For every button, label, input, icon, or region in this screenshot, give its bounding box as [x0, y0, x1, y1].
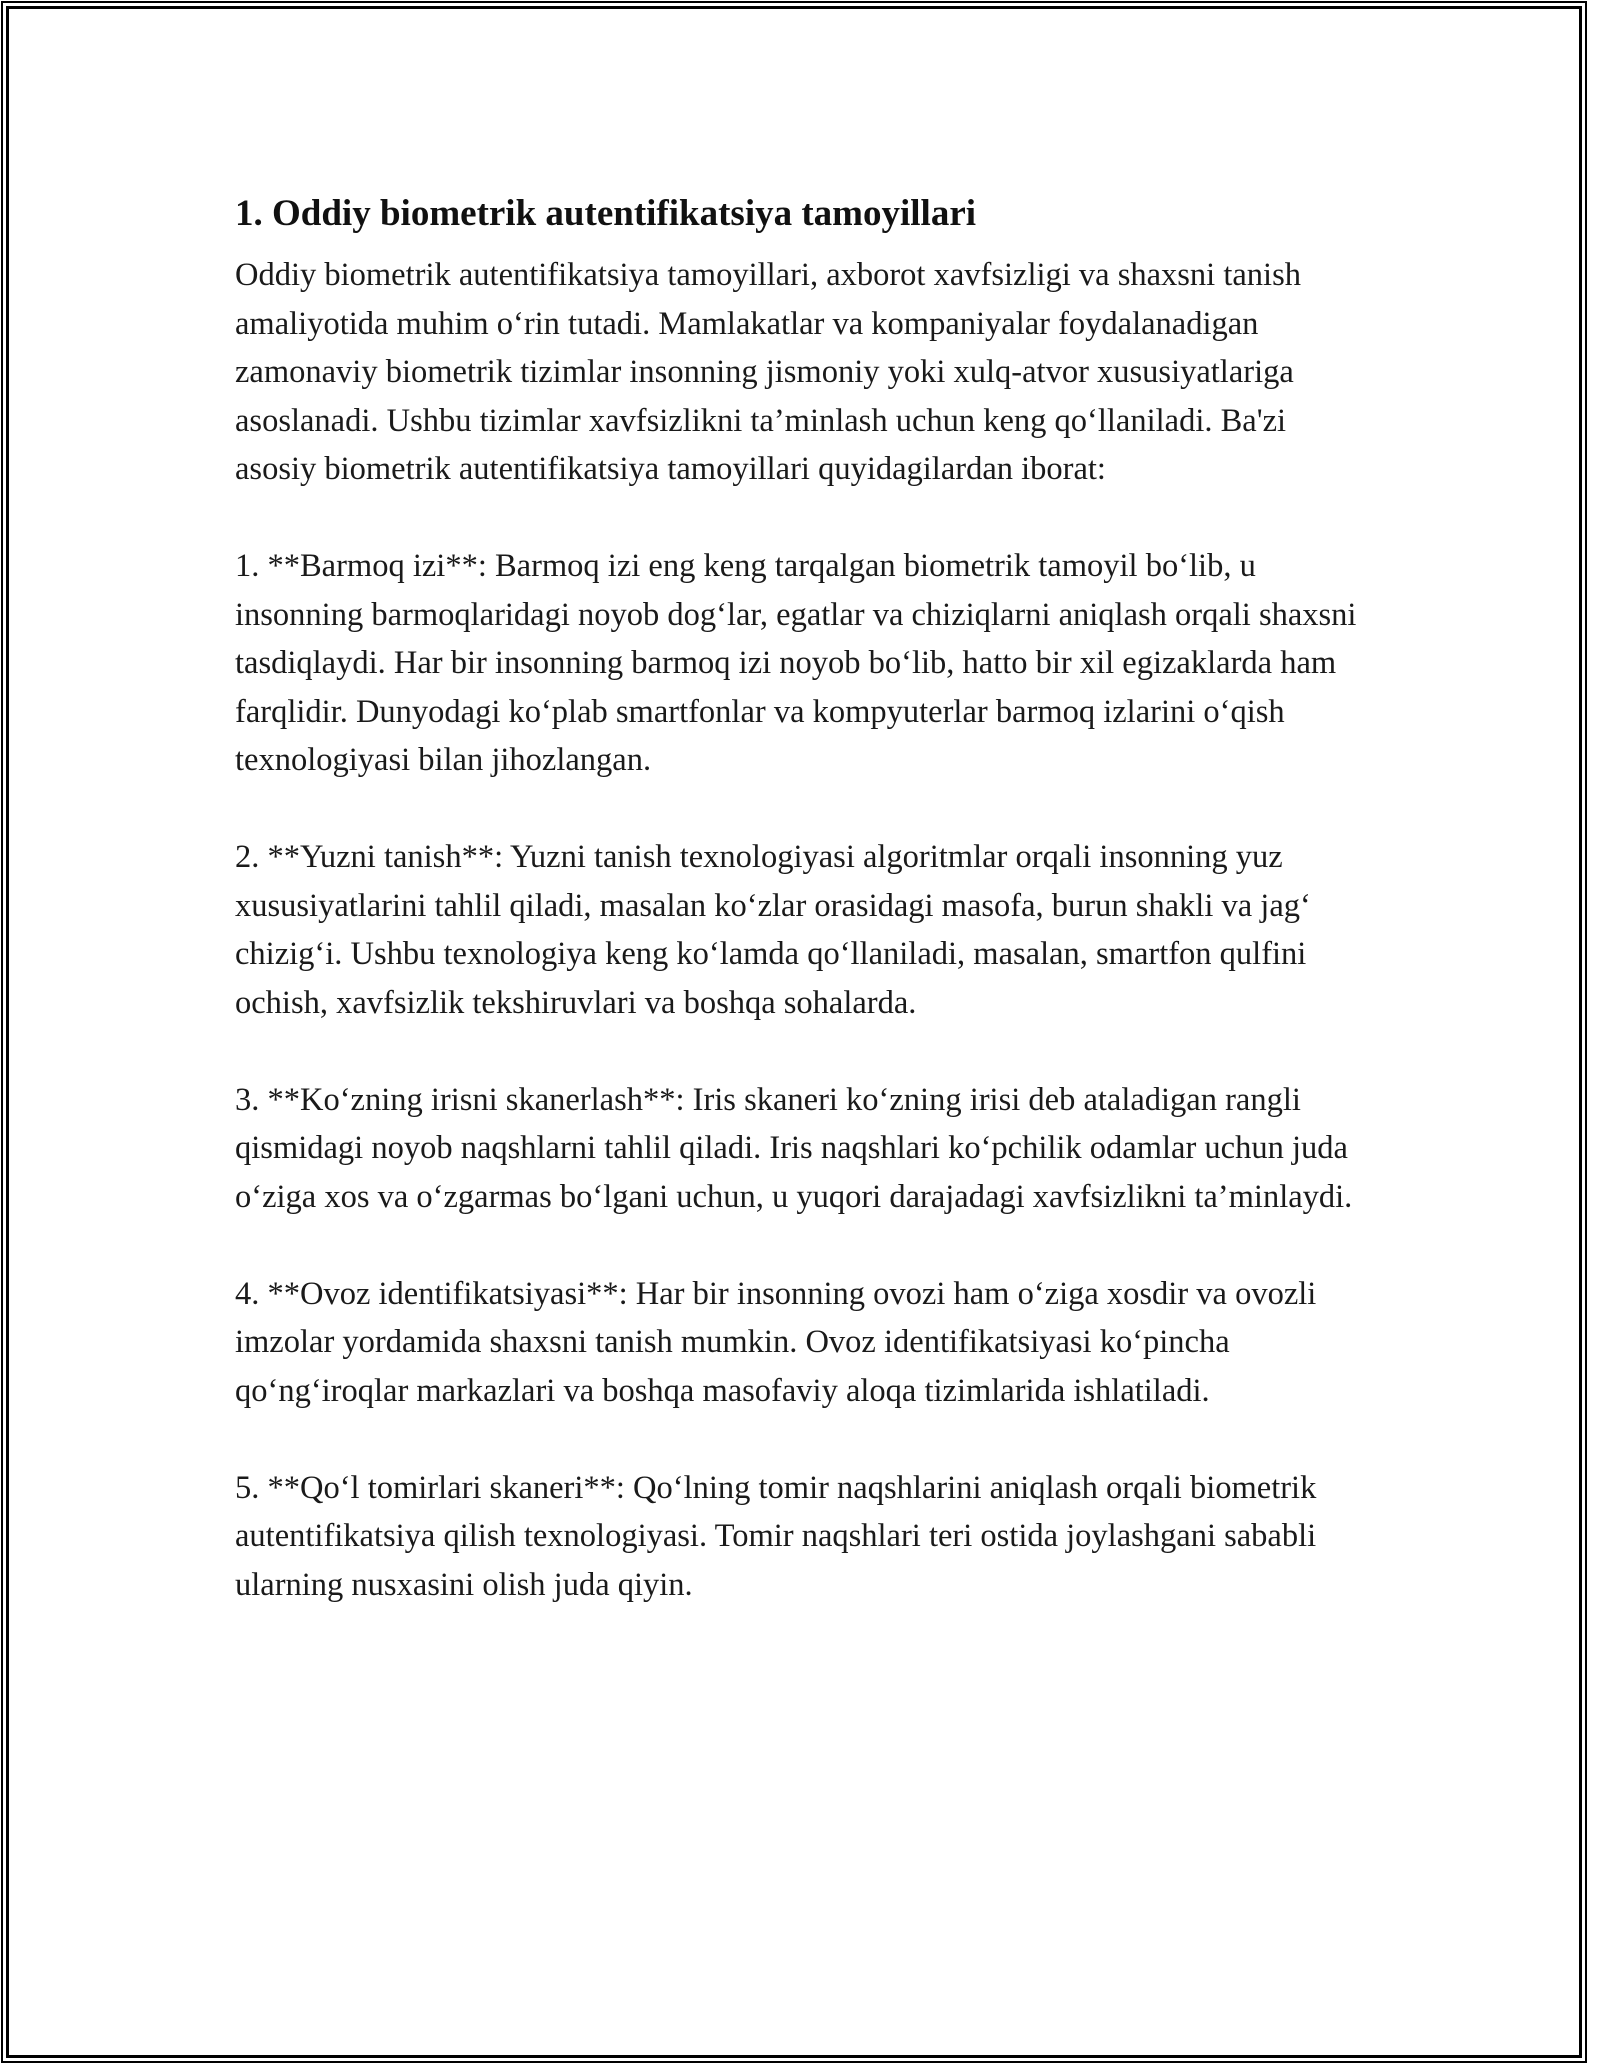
intro-paragraph: Oddiy biometrik autentifikatsiya tamoyillari, axborot xavfsizligi va shaxsni tanish amaliyotida muhim o‘rin tutadi. Mamlakatlar va kompaniyalar foydalanadigan zamonaviy biometrik tizimlar insonning jismoniy yoki xulq-atvor xususiyatlariga asoslanadi. Ushbu tizimlar xavfsizlikni ta’minlash uchun keng qo‘llaniladi. Ba'zi asosiy biometrik autentifikatsiya tamoyillari quyidagilardan iborat:: [235, 257, 1301, 487]
paragraph-voice-identification: 4. **Ovoz identifikatsiyasi**: Har bir insonning ovozi ham o‘ziga xosdir va ovozli imzolar yordamida shaxsni tanish mumkin. Ovoz identifikatsiyasi ko‘pincha qo‘ng‘iroqlar markazlari va boshqa masofaviy aloqa tizimlarida ishlatiladi.: [235, 1275, 1317, 1409]
paragraph-fingerprint: 1. **Barmoq izi**: Barmoq izi eng keng tarqalgan biometrik tamoyil bo‘lib, u insonning barmoqlaridagi noyob dog‘lar, egatlar va chiziqlarni aniqlash orqali shaxsni tasdiqlaydi. Har bir insonning barmoq izi noyob bo‘lib, hatto bir xil egizaklarda ham farqlidir. Dunyodagi ko‘plab smartfonlar va kompyuterlar barmoq izlarini o‘qish texnologiyasi bilan jihozlangan.: [235, 548, 1357, 778]
document-body: [235, 185, 1375, 1658]
paragraph-face-recognition: 2. **Yuzni tanish**: Yuzni tanish texnologiyasi algoritmlar orqali insonning yuz xususiyatlarini tahlil qiladi, masalan ko‘zlar orasidagi masofa, burun shakli va jag‘ chizig‘i. Ushbu texnologiya keng ko‘lamda qo‘llaniladi, masalan, smartfon qulfini ochish, xavfsizlik tekshiruvlari va boshqa sohalarda.: [235, 839, 1311, 1021]
section-heading: 1. Oddiy biometrik autentifikatsiya tamoyillari: [235, 193, 977, 234]
paragraph-iris-scan: 3. **Ko‘zning irisni skanerlash**: Iris skaneri ko‘zning irisi deb ataladigan rangli qismidagi noyob naqshlarni tahlil qiladi. Iris naqshlari ko‘pchilik odamlar uchun juda o‘ziga xos va o‘zgarmas bo‘lgani uchun, u yuqori darajadagi xavfsizlikni ta’minlaydi.: [235, 1081, 1353, 1215]
paragraph-vein-scan: 5. **Qo‘l tomirlari skaneri**: Qo‘lning tomir naqshlarini aniqlash orqali biometrik autentifikatsiya qilish texnologiyasi. Tomir naqshlari teri ostida joylashgani sababli ularning nusxasini olish juda qiyin.: [235, 1469, 1317, 1603]
